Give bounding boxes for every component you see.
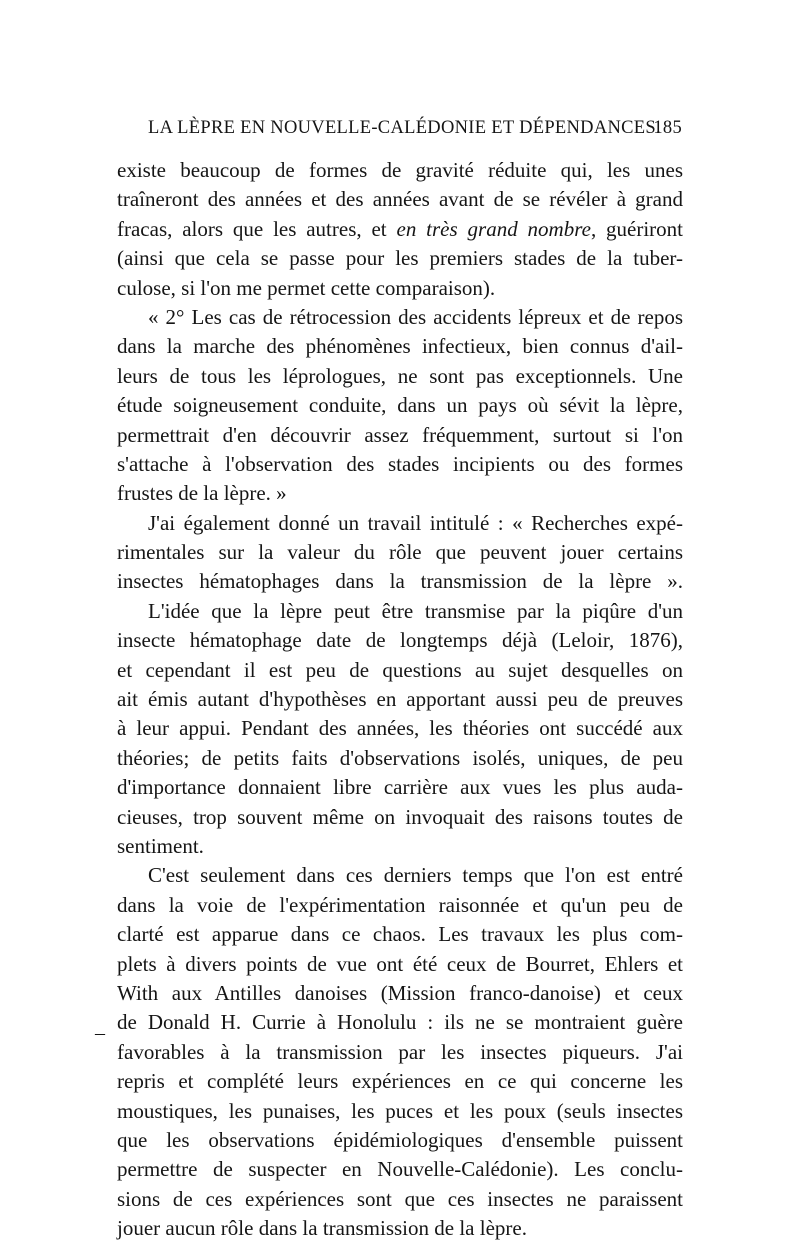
text-line: (ainsi que cela se passe pour les premiers stades de la tuber-: [117, 246, 683, 271]
text-line: théories; de petits faits d'observations isolés, uniques, de peu: [117, 745, 683, 770]
text-line: étude soigneusement conduite, dans un pays où sévit la lèpre,: [117, 393, 683, 418]
text-line: frustes de la lèpre. »: [117, 481, 287, 506]
text-line: With aux Antilles danoises (Mission franco-danoise) et ceux: [117, 980, 683, 1005]
text-line: « 2° Les cas de rétrocession des accidents lépreux et de repos: [148, 304, 683, 329]
text-line: permettre de suspecter en Nouvelle-Calédonie). Les conclu-: [117, 1157, 683, 1182]
text-line: ait émis autant d'hypothèses en apportant aussi peu de preuves: [117, 687, 683, 712]
text-line: d'importance donnaient libre carrière aux vues les plus auda-: [117, 775, 683, 800]
text-line: s'attache à l'observation des stades incipients ou des formes: [117, 451, 683, 476]
running-title: LA LÈPRE EN NOUVELLE-CALÉDONIE ET DÉPENDANCES.: [148, 118, 661, 138]
text-line: culose, si l'on me permet cette comparaison).: [117, 275, 496, 300]
text-line: sions de ces expériences sont que ces insectes ne paraissent: [117, 1186, 683, 1211]
text-line: repris et complété leurs expériences en ce qui concerne les: [117, 1069, 683, 1094]
text-line: rimentales sur la valeur du rôle que peuvent jouer certains: [117, 540, 683, 565]
text-line: que les observations épidémiologiques d'ensemble puissent: [117, 1127, 683, 1152]
text-line: L'idée que la lèpre peut être transmise par la piqûre d'un: [148, 598, 683, 623]
text-line: cieuses, trop souvent même on invoquait des raisons toutes de: [117, 804, 683, 829]
emphasis: en très grand nombre: [396, 216, 591, 241]
text-line: favorables à la transmission par les insectes piqueurs. J'ai: [117, 1039, 683, 1064]
text-line: insecte hématophage date de longtemps déjà (Leloir, 1876),: [117, 628, 683, 653]
page-number: 185: [653, 118, 682, 138]
text-line: plets à divers points de vue ont été ceux de Bourret, Ehlers et: [117, 951, 683, 976]
text-line: de Donald H. Currie à Honolulu : ils ne se montraient guère: [117, 1010, 683, 1035]
text-line: J'ai également donné un travail intitulé : « Recherches expé-: [148, 510, 683, 535]
text-line: permettrait d'en découvrir assez fréquemment, surtout si l'on: [117, 422, 683, 447]
text-line: à leur appui. Pendant des années, les théories ont succédé aux: [117, 716, 683, 741]
text-line: et cependant il est peu de questions au sujet desquelles on: [117, 657, 683, 682]
text-line: moustiques, les punaises, les puces et les poux (seuls insectes: [117, 1098, 683, 1123]
text-line: C'est seulement dans ces derniers temps que l'on est entré: [148, 863, 683, 888]
body-text: [117, 156, 683, 1243]
text-line: insectes hématophages dans la transmission de la lèpre ».: [117, 569, 683, 594]
running-header: [148, 118, 682, 148]
text-line: leurs de tous les léprologues, ne sont pas exceptionnels. Une: [117, 363, 683, 388]
margin-mark: –: [95, 1022, 105, 1044]
text-line: dans la voie de l'expérimentation raisonnée et qu'un peu de: [117, 892, 683, 917]
text-line: traîneront des années et des années avant de se révéler à grand: [117, 187, 683, 212]
text-line: clarté est apparue dans ce chaos. Les travaux les plus com-: [117, 922, 683, 947]
text-line: sentiment.: [117, 833, 204, 858]
text-line: fracas, alors que les autres, et en très grand nombre, guériront: [117, 216, 684, 241]
text-line: existe beaucoup de formes de gravité réduite qui, les unes: [117, 158, 683, 182]
text-line: jouer aucun rôle dans la transmission de la lèpre.: [117, 1216, 527, 1241]
text-line: dans la marche des phénomènes infectieux, bien connus d'ail-: [117, 334, 683, 359]
